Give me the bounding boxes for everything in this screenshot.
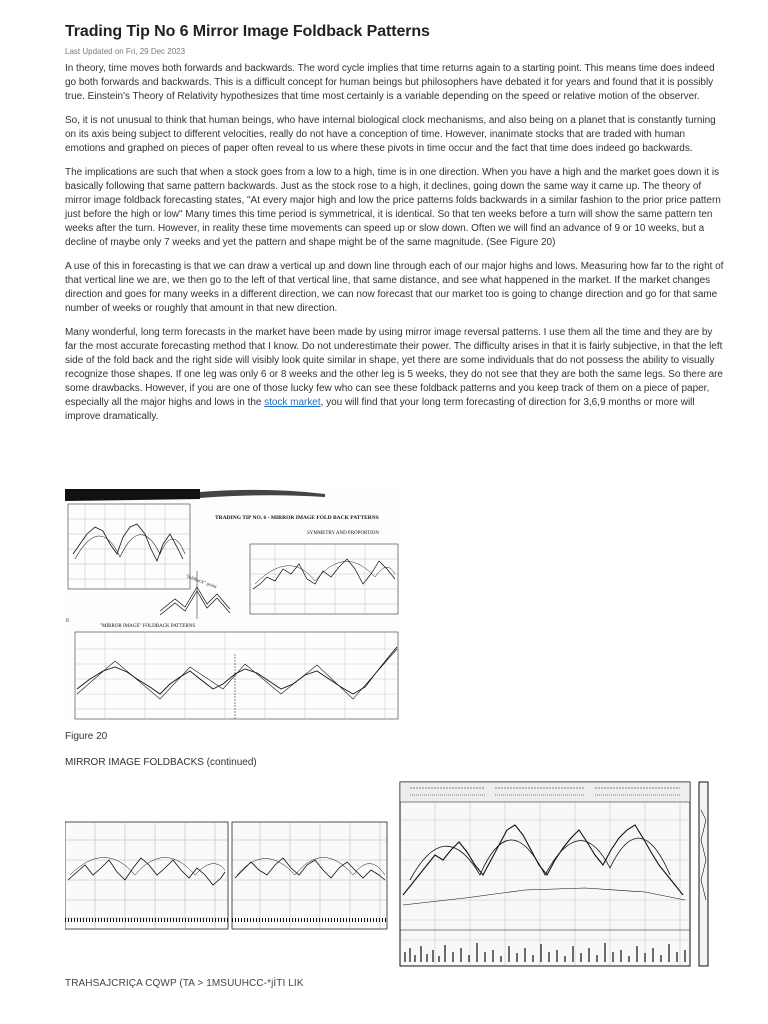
- paragraph-3: The implications are such that when a stock goes from a low to a high, time is in one direction. When you have a high and the market goes down it is basically following that same pattern backwards. Just as the stock rose to a high, it declines, going down the same way it came up. The theory of mirror image foldback forecasting states, "At every major high and low the price patterns folds backwards in a similar fashion to the prior price pattern just before the high or low" Many times this time period is symmetrical, it is identical. So that ten weeks before a turn will show the same pattern ten weeks after the turn. However, in reality these time movements can speed up or slow down. Often we will find an advance of 9 or 10 weeks, but a decline of maybe only 7 weeks and yet the pattern and shape might be of the same magnitude. (See Figure 20): [65, 167, 721, 248]
- paragraph-4: A use of this in forecasting is that we can draw a vertical up and down line through each of our major highs and lows. Measuring how far to the right of that vertical line we are, we then go to the left of that vertical line, that same distance, and see what happened in the market. If the market changes direction and goes for many weeks in a different direction, we can now forecast that our market too is going to change direction and go for that same number of weeks or roughly that amount in that new direction.: [65, 261, 724, 314]
- article-body: [65, 62, 725, 424]
- stock-market-link[interactable]: stock market: [264, 397, 321, 408]
- paragraph-5: [65, 326, 725, 424]
- page-title: Trading Tip No 6 Mirror Image Foldback Patterns: [65, 23, 430, 40]
- figure-heading: TRADING TIP NO. 6 - MIRROR IMAGE FOLD BACK PATTERNS: [215, 515, 379, 521]
- continued-chart-4-edge: [699, 782, 708, 966]
- figure-20-image: [65, 489, 400, 720]
- figure-subcaption: MIRROR IMAGE FOLDBACKS (continued): [65, 757, 257, 768]
- last-updated: Last Updated on Fri, 29 Dec 2023: [65, 47, 186, 56]
- foldback-label: "foldback" point: [184, 574, 218, 591]
- continued-chart-3: [400, 782, 690, 966]
- paragraph-5-text-end: , you will find that your long term forecasting of direction for 3,6,9 months or more will improve dramatically.: [65, 397, 695, 422]
- continued-chart-1: [65, 822, 228, 929]
- paragraph-1: In theory, time moves both forwards and backwards. The word cycle implies that time returns again to a starting point. This means time does indeed go both forwards and backwards. This is a difficult concept for human beings but philosophers have debated it for years and found that it is possibly true. Einstein's Theory of Relativity hypothesizes that time most certainly is a variable depending on the speed or relative motion of the observer.: [65, 63, 715, 102]
- scan-black-edge: [65, 489, 200, 501]
- article: [65, 22, 725, 434]
- paragraph-2: So, it is not unusual to think that human beings, who have internal biological clock mechanisms, and also being on a planet that is constantly turning on its axis being subject to different velocities, really do not have a conception of time. However, inanimate stocks that are traded with human emotions and graphed on pieces of paper often reveal to us where these pivots in time occur and the fact that time does indeed go backwards.: [65, 115, 716, 154]
- paragraph-5-text: Many wonderful, long term forecasts in the market have been made by using mirror image reversal patterns. I use them all the time and they are by far the most accurate forecasting method that I know. Do not underestimate their power. The difficulty arises in that it is fairly subjective, in that the left side of the fold back and the right side will visibly look quite similar in shape, yet there are some individuals that do not possess the ability to visually recognize those shapes. If one leg was only 6 or 8 weeks and the other leg is 5 weeks, they do not see that they are both the same legs. So there are some drawbacks. However, if you are one of those lucky few who can see these foldback patterns and you keep track of them on a piece of paper, especially all the major highs and lows in the: [65, 327, 723, 408]
- continued-chart-2: [232, 822, 387, 929]
- panel-label: "MIRROR IMAGE" FOLDBACK PATTERNS: [100, 624, 196, 629]
- bottom-ocr-text: TRAHSAJCRIÇA CQWP (TA > 1MSUUHCC-*jİTI LIK: [65, 978, 304, 989]
- figure-continued-image: [65, 780, 710, 968]
- figure-subheading: SYMMETRY AND PROPORTION: [307, 531, 380, 536]
- figure-margin-number: 6: [66, 618, 69, 624]
- figure-caption: Figure 20: [65, 731, 108, 742]
